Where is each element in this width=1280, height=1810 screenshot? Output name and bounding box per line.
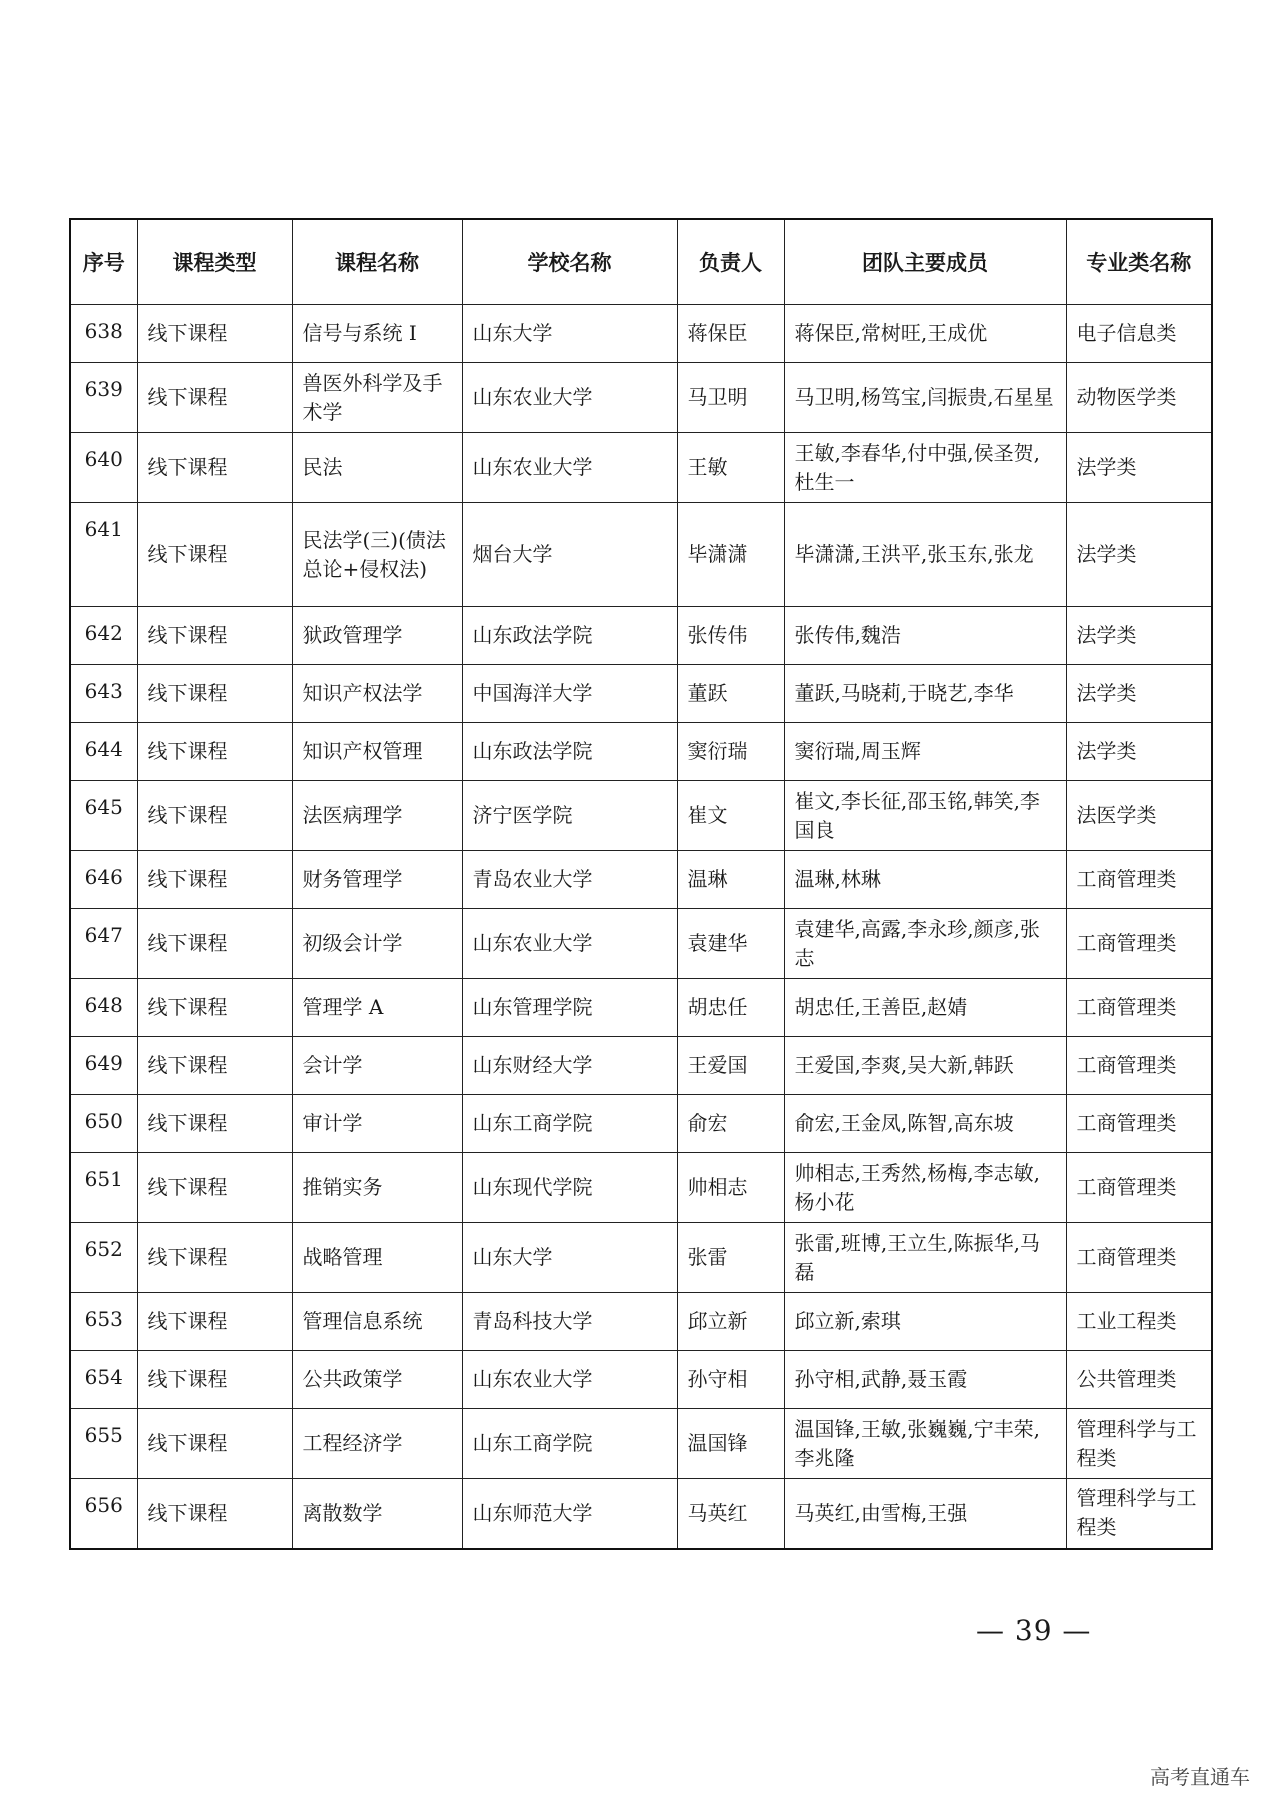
cell-category: 工商管理类 <box>1066 1037 1212 1095</box>
cell-index: 644 <box>70 723 137 781</box>
cell-course-name: 财务管理学 <box>292 851 462 909</box>
cell-team-members: 孙守相,武静,聂玉霞 <box>784 1351 1066 1409</box>
cell-course-type: 线下课程 <box>137 909 292 979</box>
cell-index: 656 <box>70 1479 137 1549</box>
cell-team-members: 窦衍瑞,周玉辉 <box>784 723 1066 781</box>
table-row <box>70 503 1212 607</box>
cell-leader: 马卫明 <box>677 363 784 433</box>
cell-category: 电子信息类 <box>1066 305 1212 363</box>
cell-leader: 帅相志 <box>677 1153 784 1223</box>
cell-course-type: 线下课程 <box>137 305 292 363</box>
cell-leader: 王爱国 <box>677 1037 784 1095</box>
cell-category: 工商管理类 <box>1066 979 1212 1037</box>
table-row <box>70 1095 1212 1153</box>
cell-leader: 窦衍瑞 <box>677 723 784 781</box>
cell-school-name: 山东政法学院 <box>462 607 677 665</box>
table-row <box>70 1479 1212 1549</box>
cell-school-name: 山东工商学院 <box>462 1095 677 1153</box>
cell-index: 649 <box>70 1037 137 1095</box>
cell-category: 法学类 <box>1066 665 1212 723</box>
cell-course-type: 线下课程 <box>137 1153 292 1223</box>
cell-course-type: 线下课程 <box>137 1095 292 1153</box>
header-category: 专业类名称 <box>1066 219 1212 305</box>
cell-team-members: 俞宏,王金凤,陈智,高东坡 <box>784 1095 1066 1153</box>
cell-team-members: 张雷,班博,王立生,陈振华,马磊 <box>784 1223 1066 1293</box>
cell-index: 640 <box>70 433 137 503</box>
cell-course-name: 离散数学 <box>292 1479 462 1549</box>
table-header-row <box>70 219 1212 305</box>
cell-team-members: 帅相志,王秀然,杨梅,李志敏,杨小花 <box>784 1153 1066 1223</box>
cell-team-members: 王敏,李春华,付中强,侯圣贺,杜生一 <box>784 433 1066 503</box>
table-row <box>70 723 1212 781</box>
cell-team-members: 马卫明,杨笃宝,闫振贵,石星星 <box>784 363 1066 433</box>
cell-leader: 温国锋 <box>677 1409 784 1479</box>
cell-leader: 温琳 <box>677 851 784 909</box>
cell-course-type: 线下课程 <box>137 1037 292 1095</box>
cell-index: 641 <box>70 503 137 607</box>
cell-leader: 张传伟 <box>677 607 784 665</box>
cell-school-name: 山东政法学院 <box>462 723 677 781</box>
table-row <box>70 979 1212 1037</box>
cell-category: 工商管理类 <box>1066 909 1212 979</box>
cell-course-name: 知识产权管理 <box>292 723 462 781</box>
cell-course-type: 线下课程 <box>137 1409 292 1479</box>
cell-course-type: 线下课程 <box>137 723 292 781</box>
cell-course-type: 线下课程 <box>137 781 292 851</box>
cell-category: 工商管理类 <box>1066 1223 1212 1293</box>
header-school-name: 学校名称 <box>462 219 677 305</box>
table-row <box>70 665 1212 723</box>
cell-category: 管理科学与工程类 <box>1066 1409 1212 1479</box>
cell-course-type: 线下课程 <box>137 503 292 607</box>
cell-school-name: 山东大学 <box>462 305 677 363</box>
page-number: — 39 — <box>976 1614 1092 1647</box>
cell-team-members: 崔文,李长征,邵玉铭,韩笑,李国良 <box>784 781 1066 851</box>
cell-team-members: 温国锋,王敏,张巍巍,宁丰荣,李兆隆 <box>784 1409 1066 1479</box>
cell-index: 652 <box>70 1223 137 1293</box>
cell-school-name: 山东管理学院 <box>462 979 677 1037</box>
cell-category: 法医学类 <box>1066 781 1212 851</box>
cell-category: 法学类 <box>1066 723 1212 781</box>
table-row <box>70 1409 1212 1479</box>
cell-leader: 邱立新 <box>677 1293 784 1351</box>
cell-index: 648 <box>70 979 137 1037</box>
cell-course-name: 工程经济学 <box>292 1409 462 1479</box>
cell-index: 642 <box>70 607 137 665</box>
header-course-name: 课程名称 <box>292 219 462 305</box>
cell-course-name: 法医病理学 <box>292 781 462 851</box>
cell-course-name: 信号与系统 I <box>292 305 462 363</box>
table-row <box>70 851 1212 909</box>
table-row <box>70 781 1212 851</box>
cell-index: 639 <box>70 363 137 433</box>
cell-course-type: 线下课程 <box>137 665 292 723</box>
cell-index: 643 <box>70 665 137 723</box>
cell-school-name: 山东现代学院 <box>462 1153 677 1223</box>
cell-leader: 马英红 <box>677 1479 784 1549</box>
table-row <box>70 1037 1212 1095</box>
header-course-type: 课程类型 <box>137 219 292 305</box>
cell-course-name: 初级会计学 <box>292 909 462 979</box>
cell-category: 法学类 <box>1066 607 1212 665</box>
cell-index: 654 <box>70 1351 137 1409</box>
cell-leader: 王敏 <box>677 433 784 503</box>
cell-category: 工商管理类 <box>1066 1095 1212 1153</box>
table-body <box>70 305 1212 1549</box>
cell-course-type: 线下课程 <box>137 851 292 909</box>
cell-course-type: 线下课程 <box>137 1351 292 1409</box>
header-team-members: 团队主要成员 <box>784 219 1066 305</box>
cell-school-name: 中国海洋大学 <box>462 665 677 723</box>
cell-school-name: 济宁医学院 <box>462 781 677 851</box>
cell-index: 638 <box>70 305 137 363</box>
cell-course-type: 线下课程 <box>137 363 292 433</box>
header-index: 序号 <box>70 219 137 305</box>
cell-school-name: 青岛科技大学 <box>462 1293 677 1351</box>
cell-leader: 胡忠任 <box>677 979 784 1037</box>
cell-category: 动物医学类 <box>1066 363 1212 433</box>
table-row <box>70 305 1212 363</box>
cell-category: 工业工程类 <box>1066 1293 1212 1351</box>
cell-leader: 蒋保臣 <box>677 305 784 363</box>
cell-team-members: 邱立新,索琪 <box>784 1293 1066 1351</box>
cell-index: 653 <box>70 1293 137 1351</box>
table-row <box>70 1153 1212 1223</box>
cell-course-name: 狱政管理学 <box>292 607 462 665</box>
cell-team-members: 袁建华,高露,李永珍,颜彦,张志 <box>784 909 1066 979</box>
cell-index: 645 <box>70 781 137 851</box>
cell-school-name: 山东农业大学 <box>462 1351 677 1409</box>
table-row <box>70 433 1212 503</box>
course-table <box>69 218 1213 1550</box>
table-row <box>70 607 1212 665</box>
cell-course-type: 线下课程 <box>137 1223 292 1293</box>
cell-team-members: 胡忠任,王善臣,赵婧 <box>784 979 1066 1037</box>
cell-course-name: 民法 <box>292 433 462 503</box>
cell-course-name: 公共政策学 <box>292 1351 462 1409</box>
cell-index: 651 <box>70 1153 137 1223</box>
cell-team-members: 蒋保臣,常树旺,王成优 <box>784 305 1066 363</box>
cell-category: 工商管理类 <box>1066 1153 1212 1223</box>
cell-course-name: 会计学 <box>292 1037 462 1095</box>
cell-course-type: 线下课程 <box>137 979 292 1037</box>
table-row <box>70 1351 1212 1409</box>
cell-leader: 董跃 <box>677 665 784 723</box>
cell-leader: 孙守相 <box>677 1351 784 1409</box>
cell-leader: 袁建华 <box>677 909 784 979</box>
cell-school-name: 山东工商学院 <box>462 1409 677 1479</box>
cell-school-name: 山东大学 <box>462 1223 677 1293</box>
cell-school-name: 山东农业大学 <box>462 363 677 433</box>
cell-team-members: 董跃,马晓莉,于晓艺,李华 <box>784 665 1066 723</box>
cell-course-name: 推销实务 <box>292 1153 462 1223</box>
header-leader: 负责人 <box>677 219 784 305</box>
cell-school-name: 山东财经大学 <box>462 1037 677 1095</box>
cell-course-name: 兽医外科学及手术学 <box>292 363 462 433</box>
cell-course-name: 战略管理 <box>292 1223 462 1293</box>
table-row <box>70 909 1212 979</box>
cell-category: 法学类 <box>1066 433 1212 503</box>
cell-course-name: 管理信息系统 <box>292 1293 462 1351</box>
cell-course-name: 知识产权法学 <box>292 665 462 723</box>
cell-category: 管理科学与工程类 <box>1066 1479 1212 1549</box>
cell-school-name: 山东农业大学 <box>462 433 677 503</box>
cell-team-members: 张传伟,魏浩 <box>784 607 1066 665</box>
cell-course-name: 民法学(三)(债法总论+侵权法) <box>292 503 462 607</box>
cell-school-name: 山东师范大学 <box>462 1479 677 1549</box>
cell-course-type: 线下课程 <box>137 607 292 665</box>
cell-index: 650 <box>70 1095 137 1153</box>
cell-index: 655 <box>70 1409 137 1479</box>
table-row <box>70 363 1212 433</box>
cell-category: 法学类 <box>1066 503 1212 607</box>
cell-course-type: 线下课程 <box>137 433 292 503</box>
watermark: 高考直通车 <box>1150 1765 1250 1789</box>
cell-leader: 俞宏 <box>677 1095 784 1153</box>
cell-category: 公共管理类 <box>1066 1351 1212 1409</box>
cell-school-name: 山东农业大学 <box>462 909 677 979</box>
cell-school-name: 烟台大学 <box>462 503 677 607</box>
cell-team-members: 马英红,由雪梅,王强 <box>784 1479 1066 1549</box>
cell-index: 646 <box>70 851 137 909</box>
cell-leader: 张雷 <box>677 1223 784 1293</box>
cell-category: 工商管理类 <box>1066 851 1212 909</box>
cell-course-type: 线下课程 <box>137 1293 292 1351</box>
cell-leader: 崔文 <box>677 781 784 851</box>
cell-team-members: 毕潇潇,王洪平,张玉东,张龙 <box>784 503 1066 607</box>
cell-team-members: 温琳,林琳 <box>784 851 1066 909</box>
cell-index: 647 <box>70 909 137 979</box>
cell-team-members: 王爱国,李爽,吴大新,韩跃 <box>784 1037 1066 1095</box>
cell-course-type: 线下课程 <box>137 1479 292 1549</box>
table-row <box>70 1223 1212 1293</box>
cell-leader: 毕潇潇 <box>677 503 784 607</box>
cell-course-name: 管理学 A <box>292 979 462 1037</box>
cell-course-name: 审计学 <box>292 1095 462 1153</box>
cell-school-name: 青岛农业大学 <box>462 851 677 909</box>
table-row <box>70 1293 1212 1351</box>
